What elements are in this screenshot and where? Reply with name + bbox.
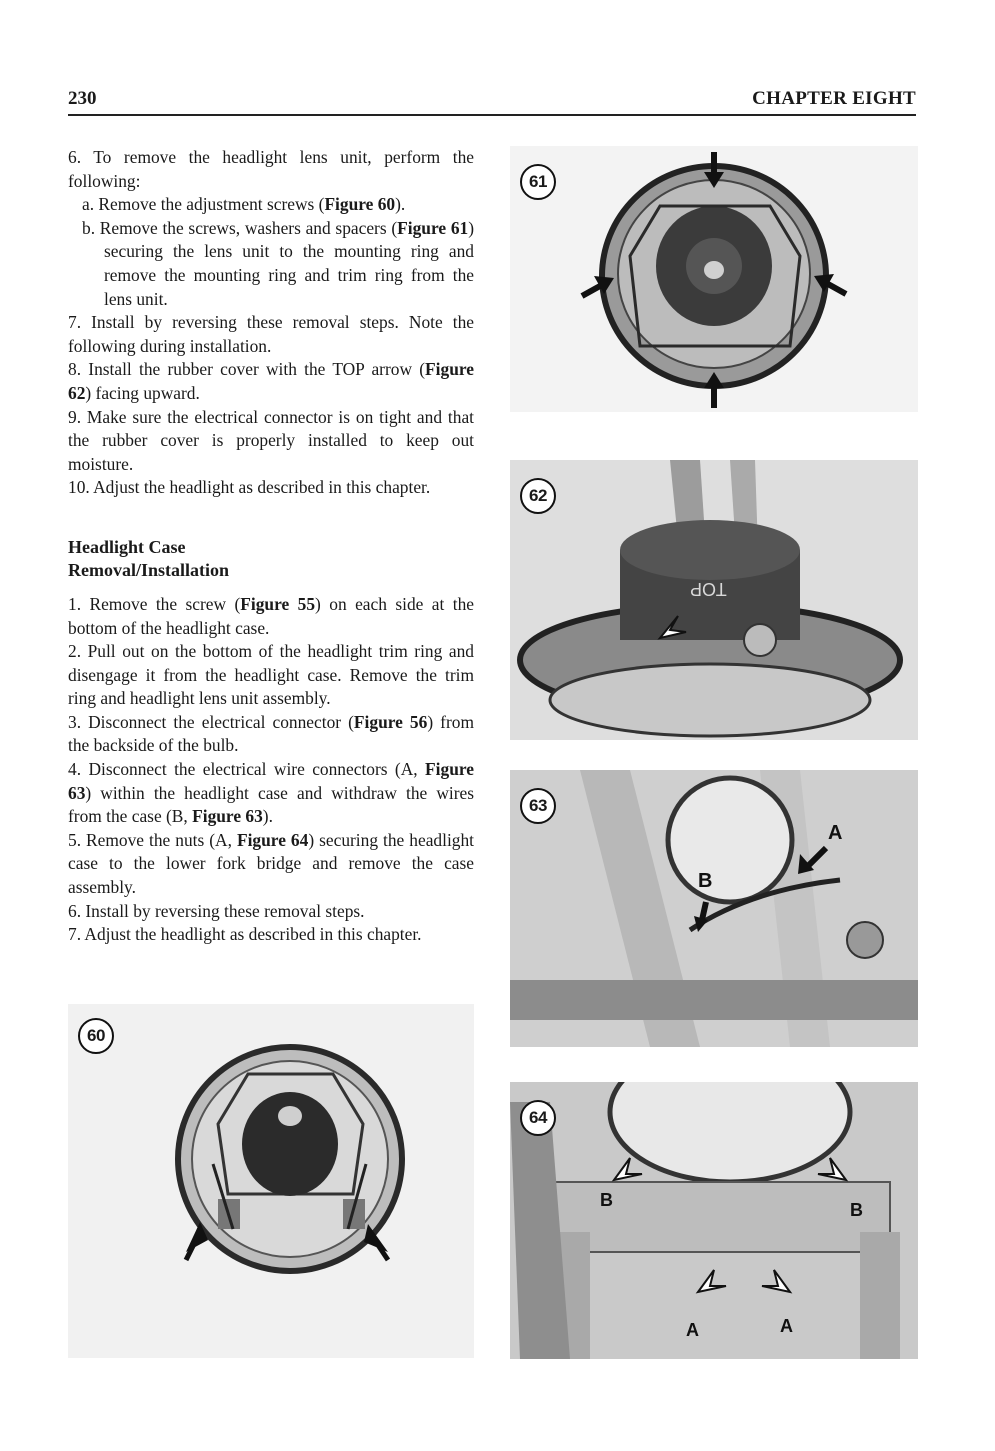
figure-number-badge: 60 [78, 1018, 114, 1054]
callout-label-b-left: B [600, 1190, 613, 1210]
figure-number-badge: 64 [520, 1100, 556, 1136]
chapter-title: CHAPTER EIGHT [752, 88, 916, 109]
figure-61-photo [510, 146, 918, 412]
arrow-icon [510, 770, 918, 1047]
figure-number-badge: 61 [520, 164, 556, 200]
case-step-3: 3. Disconnect the electrical connector (Figure 56) from the backside of the bulb. [68, 711, 474, 756]
arrow-icon [510, 146, 918, 412]
arrow-icon [510, 460, 918, 740]
figure-ref: Figure 63 [68, 759, 474, 803]
step-6b: b. Remove the screws, washers and spacers (Figure 61) securing the lens unit to the mounting ring and remove the mounting ring and trim ring from the lens unit. [82, 217, 475, 309]
step-8: 8. Install the rubber cover with the TOP arrow (Figure 62) facing upward. [68, 359, 474, 403]
step-9: 9. Make sure the electrical connector is on tight and that the rubber cover is properly installed to keep out moisture. [68, 406, 474, 474]
case-step-4: 4. Disconnect the electrical wire connectors (A, Figure 63) within the headlight case and withdraw the wires from the case (B, Figure 63). [68, 759, 474, 827]
figure-ref: Figure 63 [192, 806, 263, 827]
step-10: 10. Adjust the headlight as described in this chapter. [68, 477, 431, 498]
figure-63-photo [510, 770, 918, 1047]
step-6: 6. To remove the headlight lens unit, perform the following: [68, 147, 474, 191]
step-7: 7. Install by reversing these removal steps. Note the following during installation. [68, 312, 474, 356]
step-6a: a. Remove the adjustment screws (Figure 60). [82, 194, 406, 215]
callout-label-b-right: B [850, 1200, 863, 1220]
figure-62-photo [510, 460, 918, 740]
figure-number-badge: 62 [520, 478, 556, 514]
figure-ref: Figure 56 [353, 711, 428, 732]
section-heading: Headlight Case Removal/Installation [68, 536, 230, 580]
figure-ref: Figure 61 [397, 217, 469, 238]
text-column [68, 146, 474, 947]
arrow-icon [68, 1004, 474, 1358]
callout-label-a-right: A [780, 1316, 793, 1336]
page-header [68, 88, 916, 116]
top-marking: TOP [690, 579, 727, 599]
figure-ref: Figure 55 [240, 593, 316, 614]
figure-60-photo [68, 1004, 474, 1358]
case-step-7: 7. Adjust the headlight as described in this chapter. [68, 924, 422, 945]
figure-number-badge: 63 [520, 788, 556, 824]
case-step-5: 5. Remove the nuts (A, Figure 64) securing the headlight case to the lower fork bridge and remove the case assembly. [68, 829, 474, 898]
callout-label-a: A [828, 822, 843, 844]
figure-64-photo [510, 1082, 918, 1359]
case-step-6: 6. Install by reversing these removal steps. [68, 900, 365, 921]
callout-label-a-left: A [686, 1320, 699, 1340]
page-number: 230 [68, 88, 97, 109]
callout-label-b: B [698, 870, 713, 892]
figure-ref: Figure 64 [236, 829, 309, 850]
figure-ref: Figure 62 [68, 359, 474, 403]
figure-ref: Figure 60 [324, 194, 396, 215]
case-step-1: 1. Remove the screw (Figure 55) on each side at the bottom of the headlight case. [68, 593, 474, 638]
case-step-2: 2. Pull out on the bottom of the headlight trim ring and disengage it from the headlight case. Remove the trim ring and headlight lens unit assembly. [68, 641, 474, 709]
